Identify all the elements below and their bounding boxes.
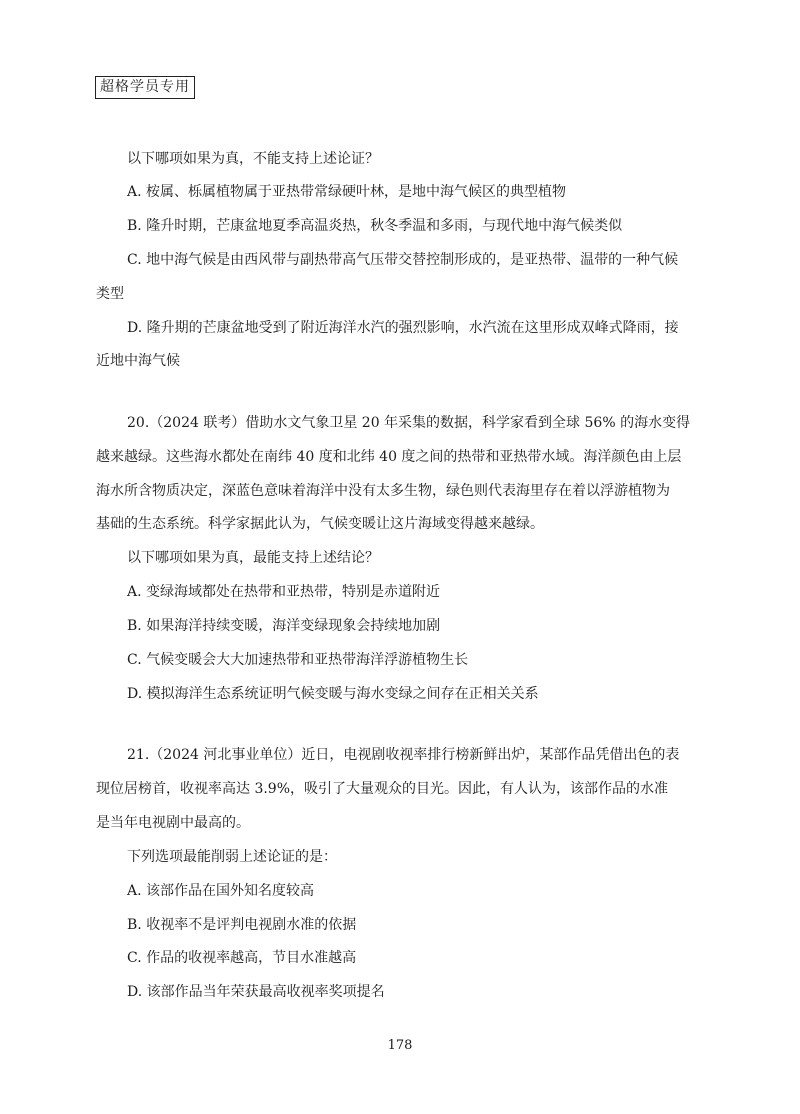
page-number: 178	[387, 1038, 413, 1053]
q21-option-d: D. 该部作品当年荣获最高收视率奖项提名	[127, 984, 385, 1000]
q19-option-d: D. 隆升期的芒康盆地受到了附近海洋水汽的强烈影响，水汽流在这里形成双峰式降雨，接	[127, 320, 679, 336]
q19-option-b: B. 隆升时期，芒康盆地夏季高温炎热，秋冬季温和多雨，与现代地中海气候类似	[127, 218, 623, 234]
q20-stem-line3: 海水所含物质决定，深蓝色意味着海洋中没有太多生物，绿色则代表海里存在着以浮游植物为	[96, 483, 670, 499]
badge-student-only: 超格学员专用	[95, 76, 195, 99]
q21-option-b: B. 收视率不是评判电视剧水准的依据	[127, 917, 357, 933]
q19-prompt: 以下哪项如果为真，不能支持上述论证？	[127, 151, 379, 167]
q19-option-c-cont: 类型	[96, 286, 124, 302]
q21-stem: 21.（2024 河北事业单位）近日，电视剧收视率排行榜新鲜出炉，某部作品凭借出色的表	[127, 747, 680, 763]
q20-option-a: A. 变绿海域都处在热带和亚热带，特别是赤道附近	[127, 584, 441, 600]
q20-stem: 20.（2024 联考）借助水文气象卫星 20 年采集的数据，科学家看到全球 56% 的海水变得	[127, 415, 691, 431]
q21-option-c: C. 作品的收视率越高，节目水准越高	[127, 950, 357, 966]
q21-stem-line3: 是当年电视剧中最高的。	[96, 815, 250, 831]
q20-option-b: B. 如果海洋持续变暖，海洋变绿现象会持续地加剧	[127, 618, 441, 634]
q20-option-d: D. 模拟海洋生态系统证明气候变暖与海水变绿之间存在正相关关系	[127, 686, 539, 702]
q20-stem-line4: 基础的生态系统。科学家据此认为，气候变暖让这片海域变得越来越绿。	[96, 516, 544, 532]
q20-option-c: C. 气候变暖会大大加速热带和亚热带海洋浮游植物生长	[127, 652, 469, 668]
q19-option-a: A. 桉属、栎属植物属于亚热带常绿硬叶林，是地中海气候区的典型植物	[127, 184, 567, 200]
q20-stem-line2: 越来越绿。这些海水都处在南纬 40 度和北纬 40 度之间的热带和亚热带水域。海洋颜色由上层	[96, 449, 682, 465]
q19-option-d-cont: 近地中海气候	[96, 353, 180, 369]
q19-option-c: C. 地中海气候是由西风带与副热带高气压带交替控制形成的，是亚热带、温带的一种气候	[127, 252, 679, 268]
q21-prompt: 下列选项最能削弱上述论证的是：	[127, 849, 337, 865]
q21-option-a: A. 该部作品在国外知名度较高	[127, 883, 315, 899]
q21-stem-line2: 现位居榜首，收视率高达 3.9%，吸引了大量观众的目光。因此，有人认为，该部作品的水准	[96, 781, 669, 797]
q20-prompt: 以下哪项如果为真，最能支持上述结论？	[127, 550, 379, 566]
